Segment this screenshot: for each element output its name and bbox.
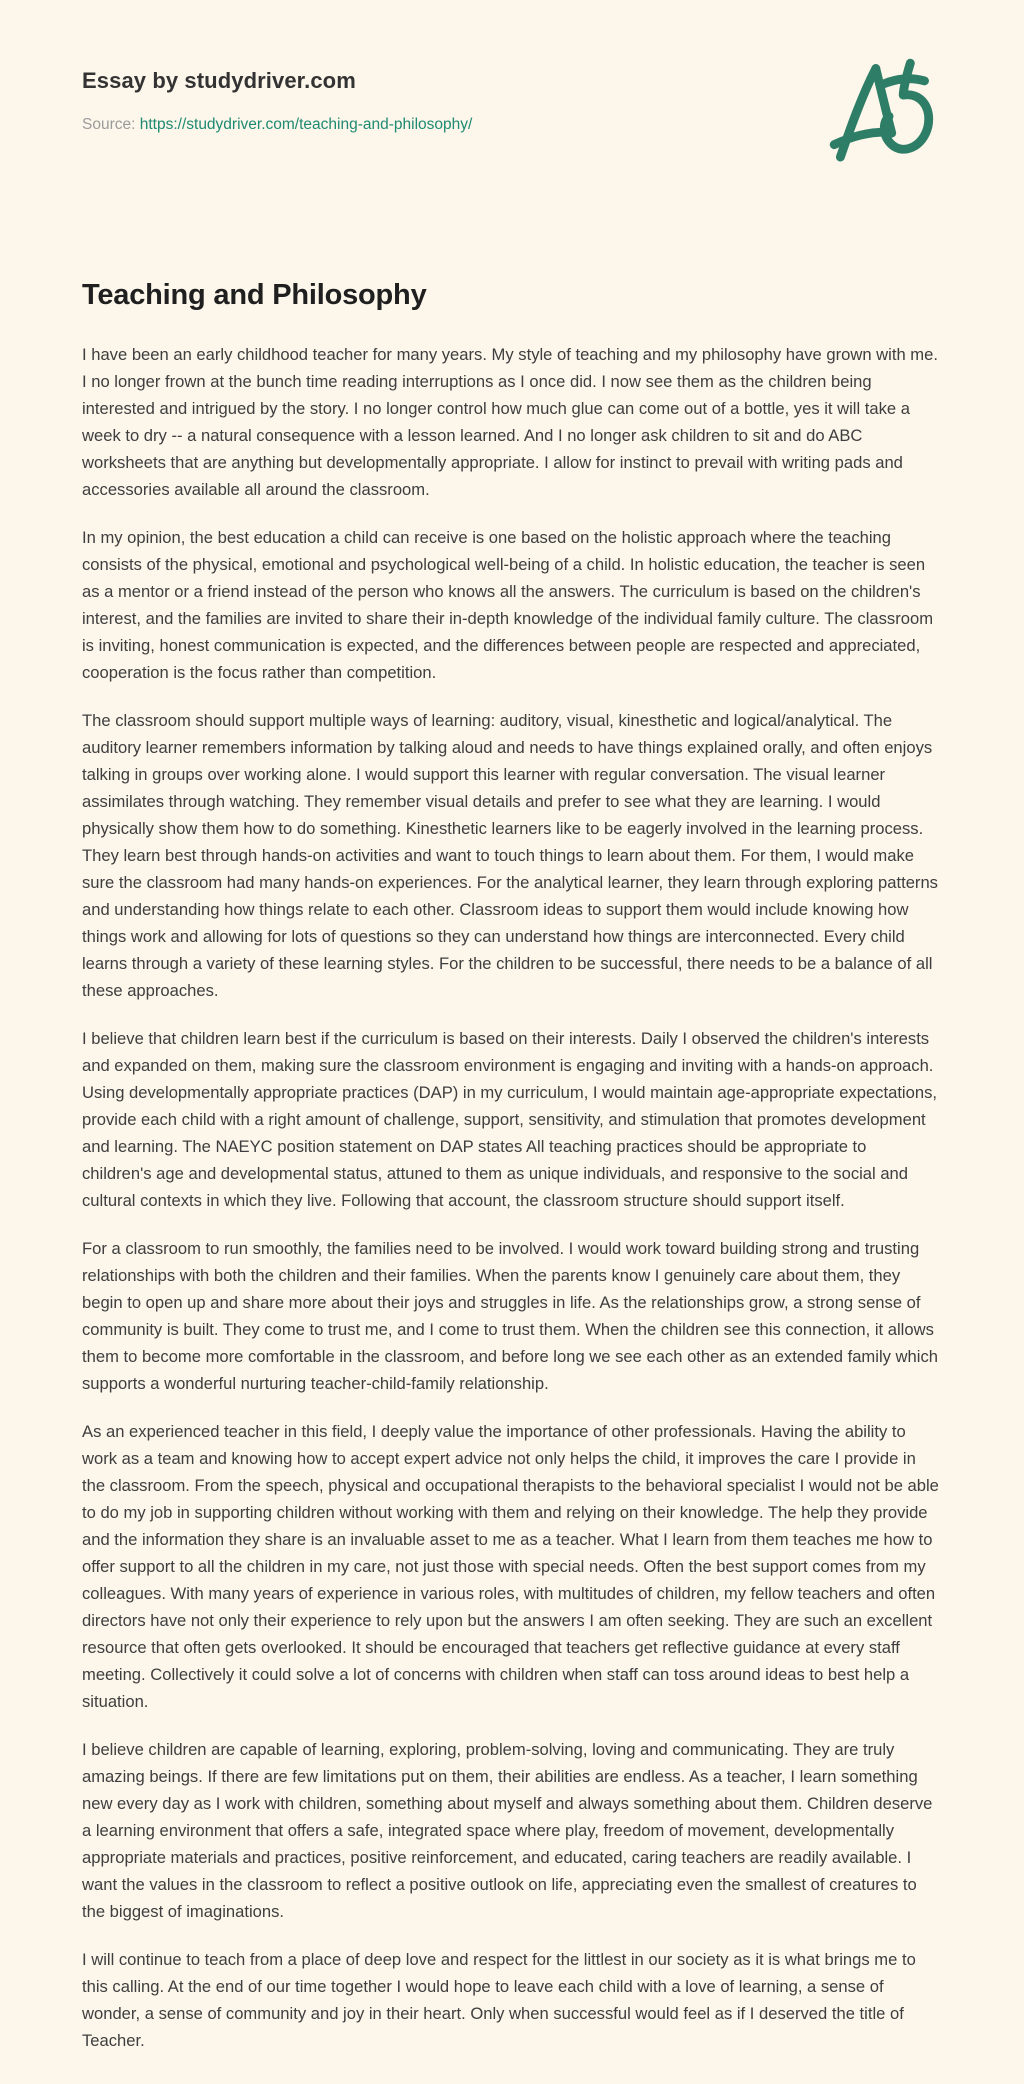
essay-title: Teaching and Philosophy [82,279,427,311]
essay-paragraph: I will continue to teach from a place of deep love and respect for the littlest in our society as it is what brings me to this calling. At the end of our time together I would hope to leave each child with a love of learning, a sense of wonder, a sense of community and joy in their heart. Only when successful would feel as if I deserved the title of Teacher. [82,1950,916,2050]
source-label: Source: [82,116,136,133]
header-text-block [82,58,472,134]
essay-paragraph: For a classroom to run smoothly, the families need to be involved. I would work toward building strong and trusting relationships with both the children and their families. When the parents know I genuinely care about them, they begin to open up and share more about their joys and struggles in life. As the relationships grow, a strong sense of community is built. They come to trust me, and I come to trust them. When the children see this connection, it allows them to become more comfortable in the classroom, and before long we see each other as an extended family which supports a wonderful nurturing teacher-child-family relationship. [82,1239,938,1393]
essay-paragraph: As an experienced teacher in this field, I deeply value the importance of other professionals. Having the ability to work as a team and knowing how to accept expert advice not only helps the child, it improves the care I provide in the classroom. From the speech, physical and occupational therapists to the behavioral specialist I would not be able to do my job in supporting children without working with them and relying on their knowledge. The help they provide and the information they share is an invaluable asset to me as a teacher. What I learn from them teaches me how to offer support to all the children in my care, not just those with special needs. Often the best support comes from my colleagues. With many years of experience in various roles, with multitudes of children, my fellow teachers and often directors have not only their experience to rely upon but the answers I am often seeking. They are such an excellent resource that often gets overlooked. It should be encouraged that teachers get reflective guidance at every staff meeting. Collectively it could solve a lot of concerns with children when staff can toss around ideas to best help a situation. [82,1422,939,1711]
essay-paragraph: In my opinion, the best education a child can receive is one based on the holistic approach where the teaching consists of the physical, emotional and psychological well-being of a child. In holistic education, the teacher is seen as a mentor or a friend instead of the person who knows all the answers. The curriculum is based on the children's interest, and the families are invited to share their in-depth knowledge of the individual family culture. The classroom is inviting, honest communication is expected, and the differences between people are respected and appreciated, cooperation is the focus rather than competition. [82,528,934,682]
essay-body [82,341,940,2054]
document-header [82,58,940,173]
essay-paragraph: The classroom should support multiple ways of learning: auditory, visual, kinesthetic and logical/analytical. The auditory learner remembers information by talking aloud and needs to have things explained orally, and often enjoys talking in groups over working alone. I would support this learner with regular conversation. The visual learner assimilates through watching. They remember visual details and prefer to see what they are learning. I would physically show them how to do something. Kinesthetic learners like to be eagerly involved in the learning process. They learn best through hands-on activities and want to touch things to learn about them. For them, I would make sure the classroom had many hands-on experiences. For the analytical learner, they learn through exploring patterns and understanding how things relate to each other. Classroom ideas to support them would include knowing how things work and allowing for lots of questions so they can understand how things are interconnected. Every child learns through a variety of these learning styles. For the children to be successful, there needs to be a balance of all these approaches. [82,711,938,1000]
source-line [82,116,472,134]
studydriver-a-plus-logo-icon [828,54,936,173]
essay-paragraph: I believe that children learn best if the curriculum is based on their interests. Daily I observed the children's interests and expanded on them, making sure the classroom environment is engaging and inviting with a hands-on approach. Using developmentally appropriate practices (DAP) in my curriculum, I would maintain age-appropriate expectations, provide each child with a right amount of challenge, support, sensitivity, and stimulation that promotes development and learning. The NAEYC position statement on DAP states All teaching practices should be appropriate to children's age and developmental status, attuned to them as unique individuals, and responsive to the social and cultural contexts in which they live. Following that account, the classroom structure should support itself. [82,1029,937,1210]
source-url-link[interactable]: https://studydriver.com/teaching-and-philosophy/ [139,116,473,133]
essay-paragraph: I believe children are capable of learning, exploring, problem-solving, loving and communicating. They are truly amazing beings. If there are few limitations put on them, their abilities are endless. As a teacher, I learn something new every day as I work with children, something about myself and always something about them. Children deserve a learning environment that offers a safe, integrated space where play, freedom of movement, developmentally appropriate materials and practices, positive reinforcement, and educated, caring teachers are readily available. I want the values in the classroom to reflect a positive outlook on life, appreciating even the smallest of creatures to the biggest of imaginations. [82,1740,933,1921]
page-title: Essay by studydriver.com [82,68,356,93]
essay-paragraph: I have been an early childhood teacher for many years. My style of teaching and my philosophy have grown with me. I no longer frown at the bunch time reading interruptions as I once did. I now see them as the children being interested and intrigued by the story. I no longer control how much glue can come out of a bottle, yes it will take a week to dry -- a natural consequence with a lesson learned. And I no longer ask children to sit and do ABC worksheets that are anything but developmentally appropriate. I allow for instinct to prevail with writing pads and accessories available all around the classroom. [82,345,938,499]
